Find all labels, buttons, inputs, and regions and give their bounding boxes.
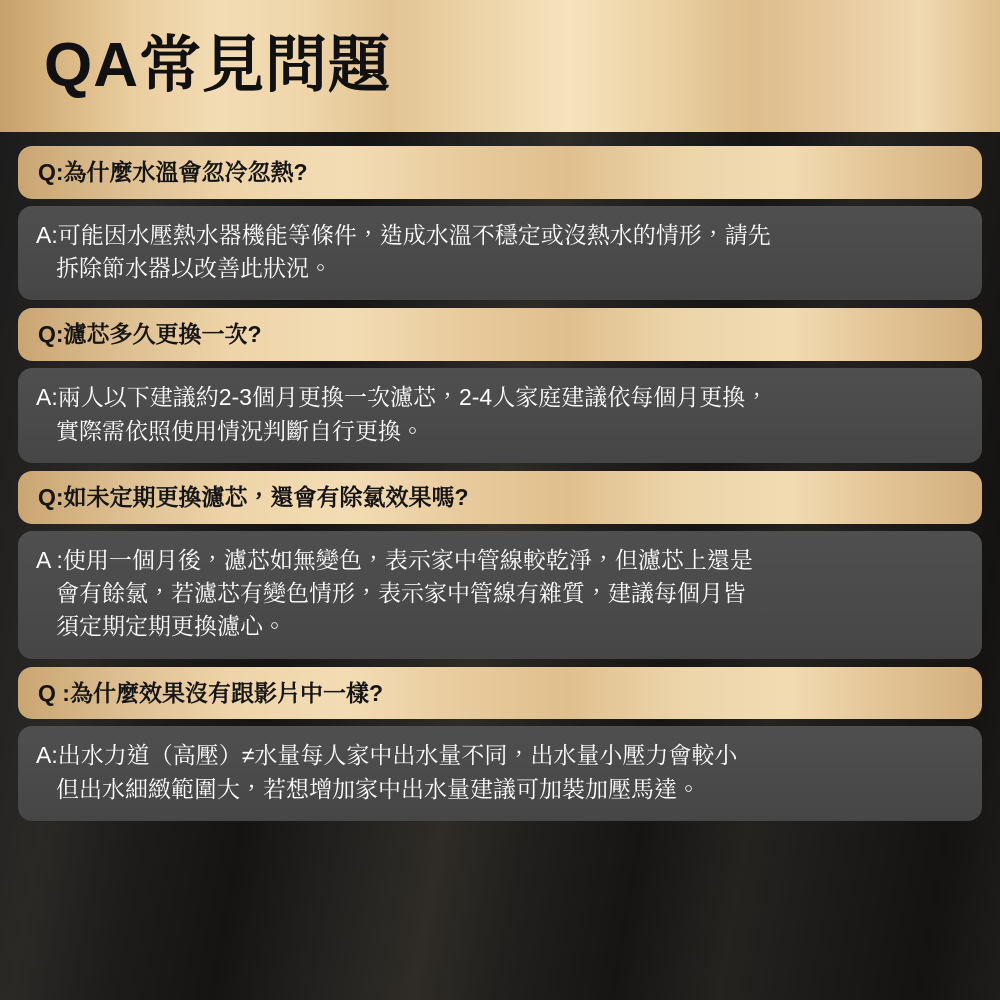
faq-answer <box>18 368 982 463</box>
faq-answer-line: 會有餘氯，若濾芯有變色情形，表示家中管線有雜質，建議每個月皆 <box>56 579 746 606</box>
faq-item <box>18 146 982 300</box>
faq-question[interactable]: Q :為什麼效果沒有跟影片中一樣? <box>18 667 982 720</box>
faq-answer-line: A :使用一個月後，濾芯如無變色，表示家中管線較乾淨，但濾芯上還是 <box>36 546 753 573</box>
faq-answer-line: A:兩人以下建議約2-3個月更換一次濾芯，2-4人家庭建議依每個月更換， <box>36 384 769 411</box>
faq-answer-line: 須定期定期更換濾心。 <box>56 613 286 640</box>
faq-item <box>18 471 982 659</box>
faq-answer-line: A:出水力道（高壓）≠水量每人家中出水量不同，出水量小壓力會較小 <box>36 742 738 769</box>
faq-question[interactable]: Q:濾芯多久更換一次? <box>18 308 982 361</box>
faq-answer-line: A:可能因水壓熱水器機能等條件，造成水溫不穩定或沒熱水的情形，請先 <box>36 221 771 248</box>
faq-answer <box>18 531 982 659</box>
faq-list <box>0 132 1000 821</box>
faq-answer-line: 拆除節水器以改善此狀況。 <box>56 255 332 282</box>
faq-question[interactable]: Q:為什麼水溫會忽冷忽熱? <box>18 146 982 199</box>
faq-item <box>18 308 982 462</box>
faq-question[interactable]: Q:如未定期更換濾芯，還會有除氯效果嗎? <box>18 471 982 524</box>
page-title: QA常見問題 <box>44 31 392 100</box>
faq-item <box>18 667 982 821</box>
faq-answer <box>18 726 982 821</box>
faq-answer <box>18 206 982 301</box>
page-header <box>0 0 1000 132</box>
faq-answer-line: 實際需依照使用情況判斷自行更換。 <box>56 417 424 444</box>
faq-answer-line: 但出水細緻範圍大，若想增加家中出水量建議可加裝加壓馬達。 <box>56 775 700 802</box>
